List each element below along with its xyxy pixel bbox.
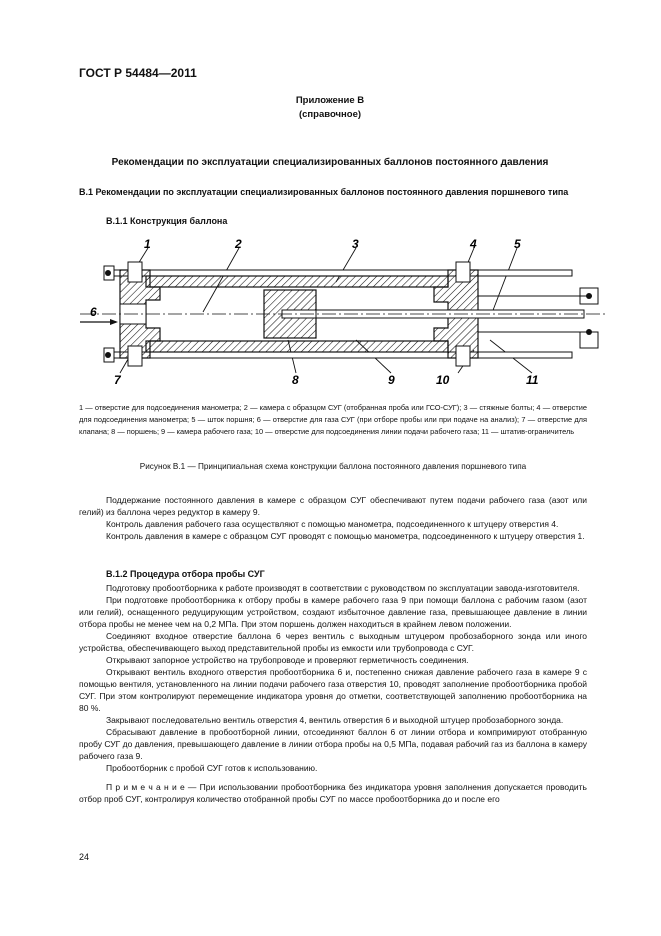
paragraph: Контроль давления в камере с образцом СУГ проводят с помощью манометра, подсоединенного к штуцеру отверстия 1. — [106, 531, 585, 541]
label-6: 6 — [90, 305, 97, 319]
paragraphs-group-b — [79, 582, 587, 805]
label-8: 8 — [292, 373, 299, 387]
paragraph: Подготовку пробоотборника к работе производят в соответствии с руководством по эксплуатации завода-изготовителя. — [106, 583, 580, 593]
label-2: 2 — [235, 237, 242, 251]
note: П р и м е ч а н и е — При использовании пробоотборника без индикатора уровня заполнения допускается проводить отбор проб СУГ, контролируя количество отобранной пробы СУГ по массе пробоотборника до и после его — [79, 782, 587, 804]
label-7: 7 — [114, 373, 121, 387]
paragraph: Закрывают последовательно вентиль отверстия 4, вентиль отверстия 6 и выходной штуцер пробозаборного зонда. — [106, 715, 564, 725]
piston-cylinder-diagram — [60, 232, 620, 394]
label-3: 3 — [352, 237, 359, 251]
document-code: ГОСТ Р 54484—2011 — [79, 66, 197, 80]
label-1: 1 — [144, 237, 151, 251]
section-b11-heading: В.1.1 Конструкция баллона — [106, 216, 228, 226]
paragraph: Открывают запорное устройство на трубопроводе и проверяют герметичность соединения. — [106, 655, 469, 665]
section-b12-heading: В.1.2 Процедура отбора пробы СУГ — [106, 569, 265, 579]
figure-legend: 1 — отверстие для подсоединения манометра; 2 — камера с образцом СУГ (отобранная проба или ГСО-СУГ); 3 — стяжные болты; 4 — отверстие для подсоединения манометра; 5 — шток поршня; 6 — отверстие для газа СУГ (при отборе пробы или при подаче на анализ); 7 — отверстие для клапана; 8 — поршень; 9 — камера рабочего газа; 10 — отверстие для подсоединения линии подачи рабочего газа; 11 — штатив-ограничитель — [79, 403, 587, 436]
label-9: 9 — [388, 373, 395, 387]
page-number: 24 — [79, 852, 90, 862]
section-b1-heading: В.1 Рекомендации по эксплуатации специализированных баллонов постоянного давления поршневого типа — [79, 187, 569, 197]
paragraph: Пробоотборник с пробой СУГ готов к использованию. — [106, 763, 318, 773]
paragraph: Сбрасывают давление в пробоотборной линии, отсоединяют баллон 6 от линии отбора и компримируют отобранную пробу СУГ до давления, превышающего давление в линии отбора пробы на 0,5 МПа, подавая рабочий газ из баллона в камеру рабочего газа 9. — [79, 727, 587, 761]
figure-caption: Рисунок В.1 — Принципиальная схема конструкции баллона постоянного давления поршневого типа — [139, 462, 527, 471]
paragraph: Соединяют входное отверстие баллона 6 через вентиль с выходным штуцером пробозаборного зонда или иного устройства, обеспечивающего выход представительной пробы из емкости или трубопровода с СУГ. — [79, 631, 587, 653]
paragraph: При подготовке пробоотборника к отбору пробы в камере рабочего газа 9 при помощи баллона с рабочим газом (азот или гелий), оснащенного редуцирующим устройством, создают избыточное давление газа, превышающее давление в линии отбора пробы не менее чем на 0,2 МПа. При этом поршень должен находиться в крайнем левом положении. — [79, 595, 587, 629]
paragraph: Контроль давления рабочего газа осуществляют с помощью манометра, подсоединенного к штуцеру отверстия 4. — [106, 519, 559, 529]
appendix-title: Приложение В — [295, 95, 365, 106]
paragraph: Поддержание постоянного давления в камере с образцом СУГ обеспечивают путем подачи рабочего газа (азот или гелий) из баллона через редуктор в камеру 9. — [79, 495, 587, 517]
paragraph: Открывают вентиль входного отверстия пробоотборника 6 и, постепенно снижая давление рабочего газа в камере 9 с помощью вентиля, установленного на линии подачи рабочего газа отверстия 10, проводят заполнение пробоотборника пробой СУГ. При этом контролируют перемещение индикатора уровня до отметки, соответствующей заполнению пробоотборника на 80 %. — [79, 667, 587, 713]
label-11: 11 — [526, 373, 539, 387]
label-10: 10 — [436, 373, 450, 387]
main-title: Рекомендации по эксплуатации специализированных баллонов постоянного давления — [111, 157, 549, 168]
label-5: 5 — [514, 237, 521, 251]
label-4: 4 — [470, 237, 477, 251]
appendix-subtitle: (справочное) — [298, 109, 362, 120]
paragraphs-group-a — [79, 494, 587, 542]
